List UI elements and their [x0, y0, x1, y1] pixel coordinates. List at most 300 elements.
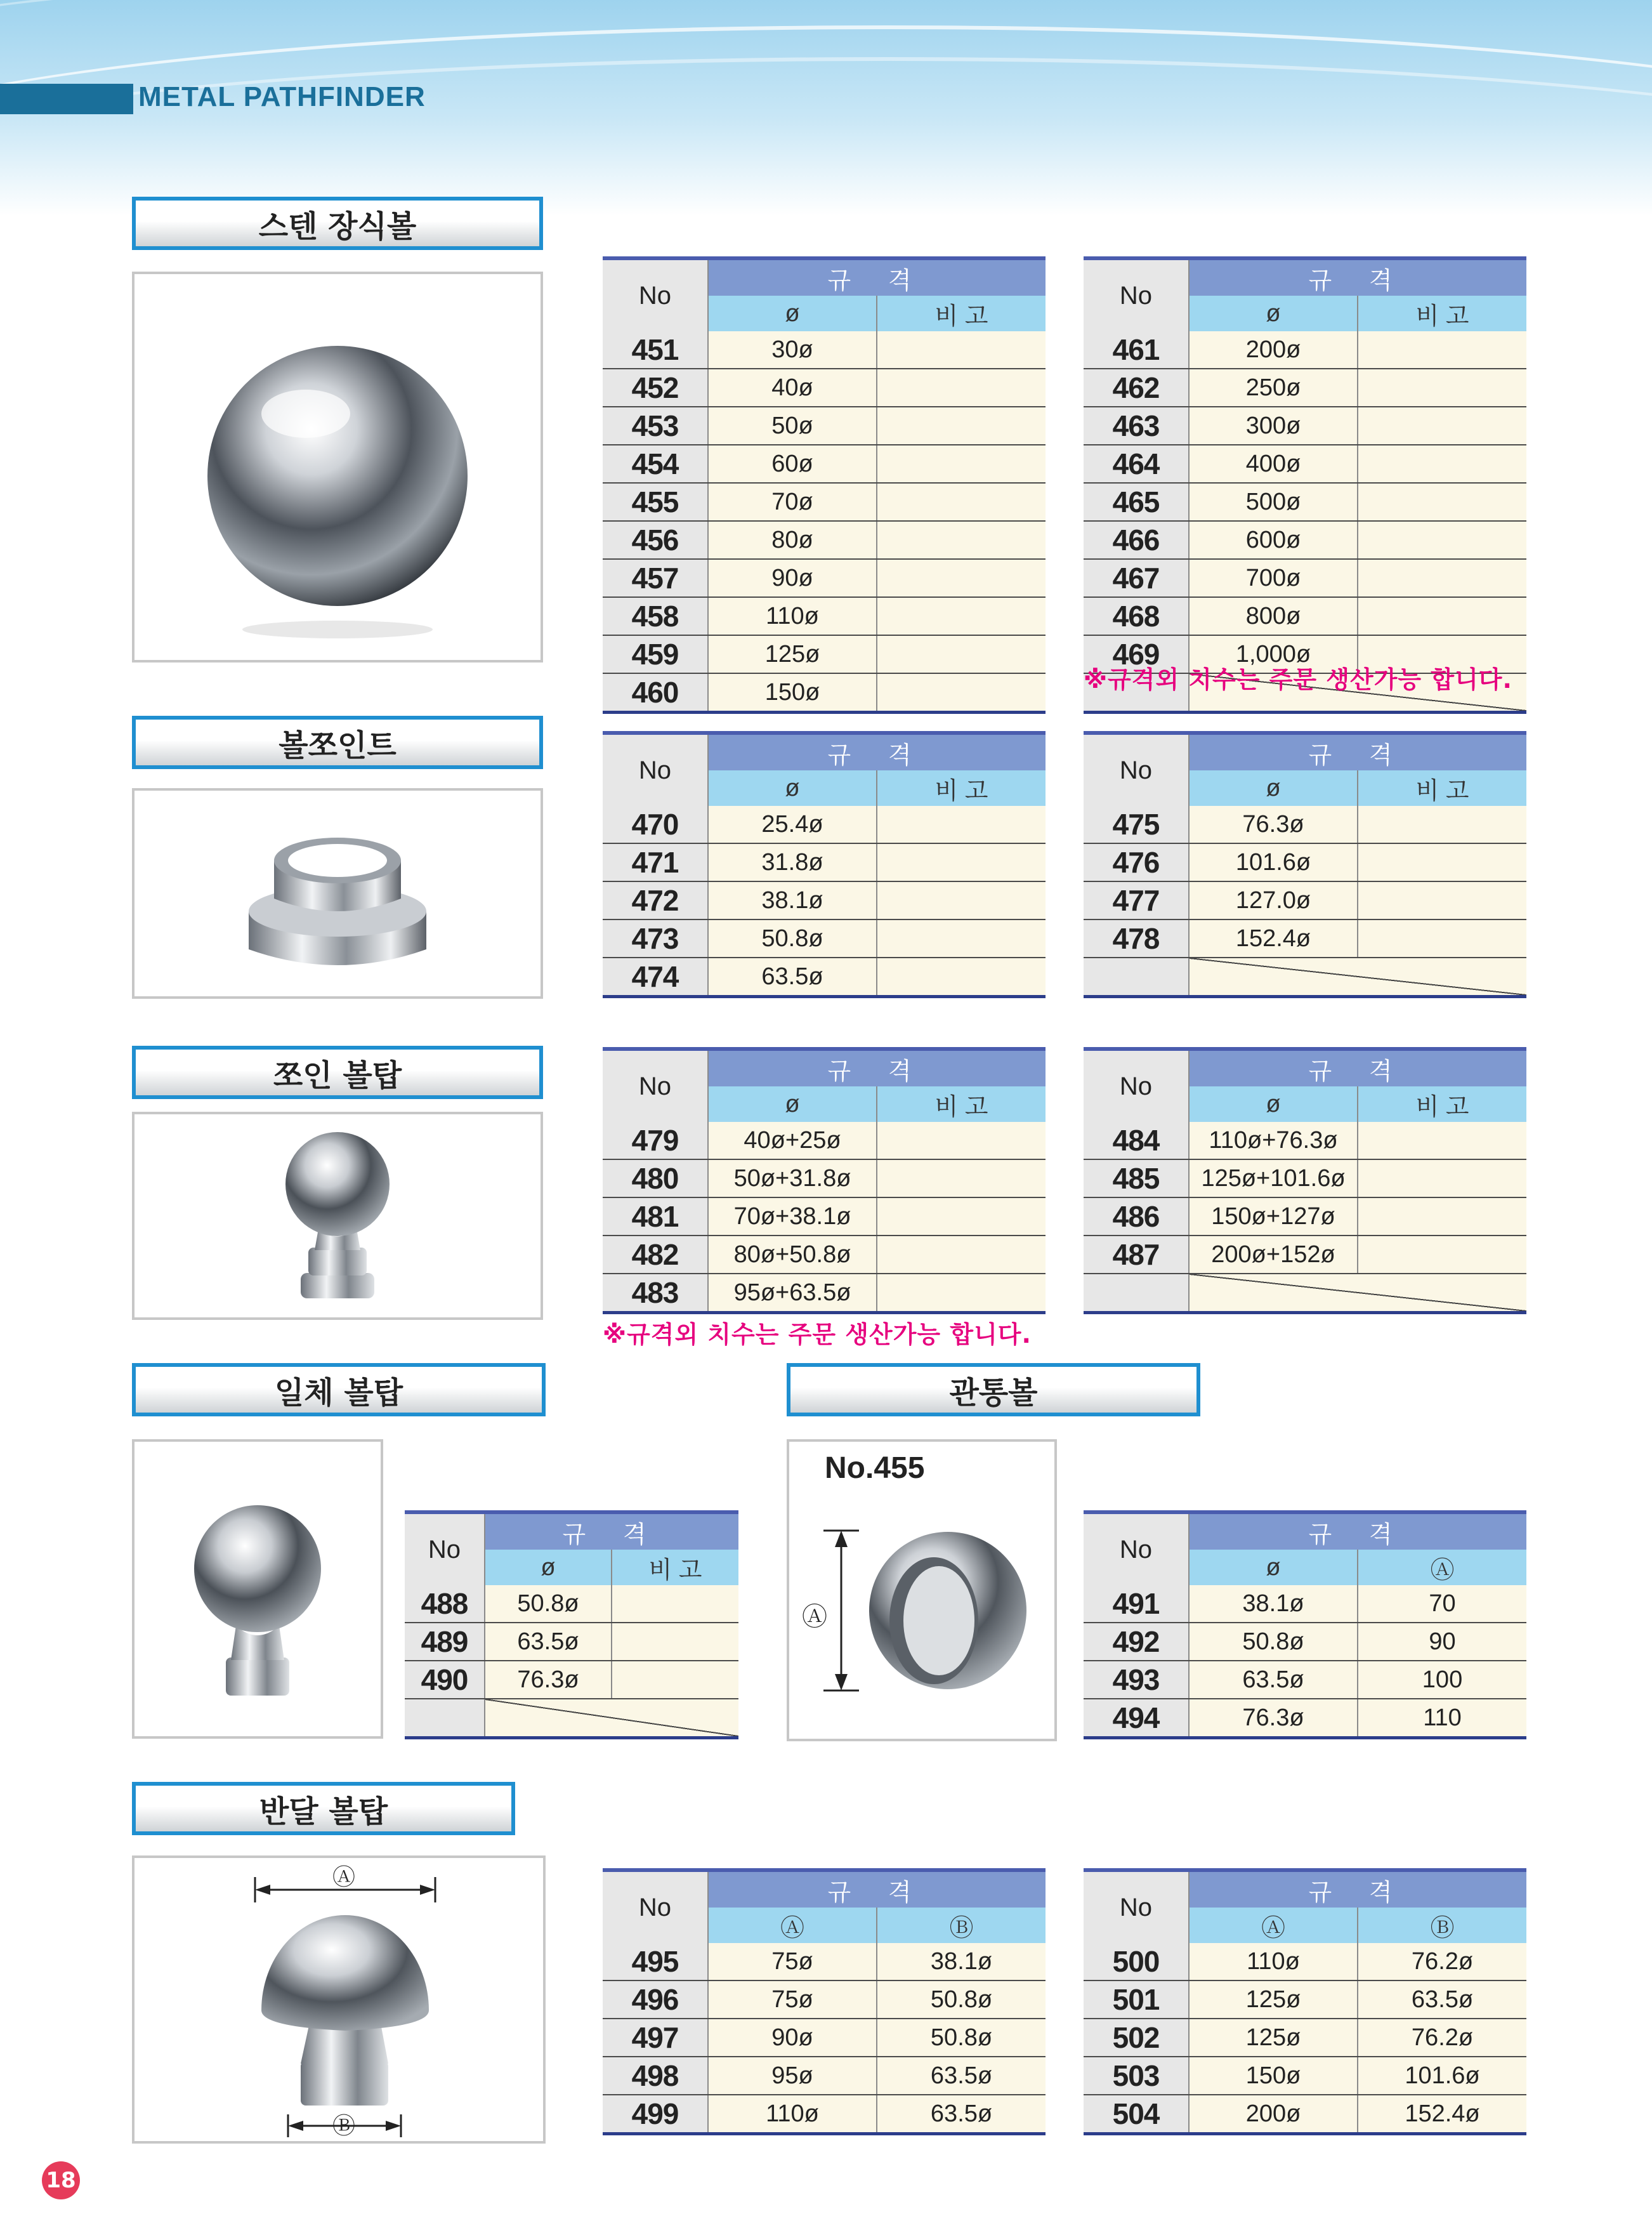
remarks-value — [1358, 597, 1526, 635]
table-row — [1084, 1699, 1526, 1738]
diameter-value: 80ø+50.8ø — [708, 1236, 877, 1274]
remarks-value — [877, 881, 1046, 919]
table-row — [1084, 1623, 1526, 1661]
dimension-a-value: 90 — [1358, 1623, 1526, 1661]
diameter-value: 101.6ø — [1189, 843, 1358, 881]
remarks-value — [1358, 1122, 1526, 1159]
item-number: 472 — [603, 881, 708, 919]
remarks-value — [877, 407, 1046, 445]
table-row — [1084, 1943, 1526, 1980]
table-row — [1084, 331, 1526, 369]
remarks-value — [877, 445, 1046, 483]
table-row — [603, 881, 1046, 919]
remarks-value — [877, 1197, 1046, 1236]
table-row — [603, 1980, 1046, 2019]
diameter-value: 500ø — [1189, 483, 1358, 521]
item-number: 453 — [603, 407, 708, 445]
item-number: 495 — [603, 1943, 708, 1980]
item-number: 503 — [1084, 2057, 1189, 2095]
table-row — [1084, 2095, 1526, 2134]
table-row — [603, 673, 1046, 713]
column-header-dimension-b: Ⓑ — [1358, 1908, 1526, 1943]
diameter-value: 110ø+76.3ø — [1189, 1122, 1358, 1159]
table-row — [603, 635, 1046, 673]
column-header-no: No — [603, 1870, 708, 1943]
through-ball-image — [789, 1442, 1054, 1739]
column-header-spec: 규 격 — [1189, 1512, 1526, 1550]
diameter-value: 63.5ø — [708, 958, 877, 997]
item-number: 475 — [1084, 806, 1189, 843]
custom-size-note: ※규격외 치수는 주문 생산가능 합니다. — [603, 1321, 1032, 1348]
item-number: 485 — [1084, 1159, 1189, 1197]
table-row — [603, 1197, 1046, 1236]
remarks-value — [1358, 521, 1526, 559]
column-header-remarks: 비 고 — [877, 770, 1046, 806]
remarks-value — [877, 843, 1046, 881]
column-header-spec: 규 격 — [708, 1049, 1046, 1086]
column-header-remarks: 비 고 — [877, 1086, 1046, 1122]
table-row — [603, 559, 1046, 597]
column-header-diameter: ø — [1189, 770, 1358, 806]
column-header-dimension-a: Ⓐ — [1189, 1908, 1358, 1943]
table-row — [603, 2019, 1046, 2057]
diameter-value: 40ø — [708, 369, 877, 407]
half-moon-ball-top-image — [134, 1858, 543, 2141]
remarks-value — [1358, 881, 1526, 919]
table-row — [603, 806, 1046, 843]
remarks-value — [877, 1159, 1046, 1197]
item-number: 488 — [405, 1585, 485, 1623]
remarks-value — [612, 1661, 738, 1699]
diameter-value: 76.3ø — [1189, 806, 1358, 843]
table-row — [405, 1699, 738, 1738]
remarks-value — [877, 483, 1046, 521]
diameter-value: 38.1ø — [708, 881, 877, 919]
dimension-b-value: 63.5ø — [1358, 1980, 1526, 2019]
dimension-b-value: 50.8ø — [877, 1980, 1046, 2019]
item-number: 486 — [1084, 1197, 1189, 1236]
table-row — [603, 2095, 1046, 2134]
section-title: 볼쪼인트 — [132, 716, 543, 769]
item-number: 455 — [603, 483, 708, 521]
remarks-value — [877, 1274, 1046, 1313]
column-header-diameter: ø — [708, 1086, 877, 1122]
remarks-value — [877, 958, 1046, 997]
table-row — [1084, 1236, 1526, 1274]
diameter-value: 63.5ø — [485, 1623, 612, 1661]
dimension-b-value: 101.6ø — [1358, 2057, 1526, 2095]
diameter-value: 300ø — [1189, 407, 1358, 445]
item-number: 466 — [1084, 521, 1189, 559]
spec-table — [603, 731, 1046, 998]
remarks-value — [877, 369, 1046, 407]
spec-table — [603, 1868, 1046, 2135]
section-title: 쪼인 볼탑 — [132, 1046, 543, 1099]
column-header-diameter: ø — [708, 770, 877, 806]
joint-ball-top-image — [134, 1114, 541, 1317]
diameter-value: 80ø — [708, 521, 877, 559]
column-header-spec: 규 격 — [1189, 1049, 1526, 1086]
remarks-value — [1358, 559, 1526, 597]
diameter-value: 152.4ø — [1189, 919, 1358, 958]
dimension-a-label: Ⓐ — [332, 1864, 356, 1890]
table-row — [1084, 2057, 1526, 2095]
spec-table — [1084, 1510, 1526, 1739]
diameter-value: 63.5ø — [1189, 1661, 1358, 1699]
diameter-value: 150ø — [708, 673, 877, 713]
item-number: 490 — [405, 1661, 485, 1699]
product-photo — [132, 272, 543, 662]
item-number: 476 — [1084, 843, 1189, 881]
item-number: 497 — [603, 2019, 708, 2057]
table-row — [1084, 369, 1526, 407]
table-row — [1084, 1980, 1526, 2019]
table-row — [603, 1159, 1046, 1197]
table-row — [603, 369, 1046, 407]
table-row — [603, 1943, 1046, 1980]
diameter-value: 800ø — [1189, 597, 1358, 635]
dimension-b-value: 50.8ø — [877, 2019, 1046, 2057]
spec-table — [1084, 1868, 1526, 2135]
table-row — [1084, 1122, 1526, 1159]
column-header-diameter: ø — [1189, 1550, 1358, 1585]
remarks-value — [877, 1122, 1046, 1159]
diameter-value: 1,000ø — [1189, 635, 1358, 673]
diameter-value: 700ø — [1189, 559, 1358, 597]
diameter-value: 90ø — [708, 559, 877, 597]
diameter-value: 250ø — [1189, 369, 1358, 407]
column-header-diameter: ø — [485, 1550, 612, 1585]
item-number: 463 — [1084, 407, 1189, 445]
item-number: 474 — [603, 958, 708, 997]
item-number: 483 — [603, 1274, 708, 1313]
item-number: 478 — [1084, 919, 1189, 958]
remarks-value — [1358, 445, 1526, 483]
column-header-remarks: 비 고 — [1358, 1086, 1526, 1122]
dimension-b-value: 38.1ø — [877, 1943, 1046, 1980]
empty-cell — [405, 1699, 485, 1738]
diameter-value: 40ø+25ø — [708, 1122, 877, 1159]
item-number: 494 — [1084, 1699, 1189, 1738]
item-number: 492 — [1084, 1623, 1189, 1661]
item-number: 452 — [603, 369, 708, 407]
remarks-value — [877, 331, 1046, 369]
dimension-a-value: 90ø — [708, 2019, 877, 2057]
remarks-value — [1358, 331, 1526, 369]
column-header-no: No — [1084, 258, 1189, 331]
diameter-value: 50ø — [708, 407, 877, 445]
column-header-no: No — [603, 258, 708, 331]
diameter-value: 127.0ø — [1189, 881, 1358, 919]
item-number: 470 — [603, 806, 708, 843]
diameter-value: 25.4ø — [708, 806, 877, 843]
item-number: 479 — [603, 1122, 708, 1159]
diameter-value: 125ø — [708, 635, 877, 673]
diameter-value: 76.3ø — [1189, 1699, 1358, 1738]
item-number: 491 — [1084, 1585, 1189, 1623]
table-row — [603, 919, 1046, 958]
item-number: 484 — [1084, 1122, 1189, 1159]
steel-ball-image — [134, 274, 541, 660]
item-number: 460 — [603, 673, 708, 713]
diameter-value: 38.1ø — [1189, 1585, 1358, 1623]
table-row — [1084, 843, 1526, 881]
column-header-remarks: 비 고 — [612, 1550, 738, 1585]
page-number: 18 — [42, 2161, 80, 2199]
item-number: 504 — [1084, 2095, 1189, 2134]
table-row — [603, 597, 1046, 635]
section-title: 스텐 장식볼 — [132, 197, 543, 250]
diameter-value: 70ø — [708, 483, 877, 521]
column-header-spec: 규 격 — [708, 258, 1046, 296]
header-wave — [0, 0, 1652, 156]
dimension-a-value: 110 — [1358, 1699, 1526, 1738]
empty-cell — [1084, 1274, 1189, 1313]
column-header-diameter: ø — [1189, 296, 1358, 331]
diameter-value: 70ø+38.1ø — [708, 1197, 877, 1236]
item-number: 459 — [603, 635, 708, 673]
column-header-no: No — [603, 1049, 708, 1122]
dimension-b-value: 76.2ø — [1358, 2019, 1526, 2057]
dimension-a-value: 110ø — [1189, 1943, 1358, 1980]
empty-cell — [1189, 958, 1526, 997]
table-row — [603, 843, 1046, 881]
diameter-value: 200ø — [1189, 331, 1358, 369]
item-number: 454 — [603, 445, 708, 483]
dimension-a-label: Ⓐ — [802, 1602, 827, 1631]
table-row — [1084, 2019, 1526, 2057]
spec-table — [1084, 256, 1526, 714]
remarks-value — [612, 1585, 738, 1623]
table-row — [1084, 597, 1526, 635]
spec-table — [603, 1047, 1046, 1314]
dimension-a-value: 200ø — [1189, 2095, 1358, 2134]
dimension-b-value: 63.5ø — [877, 2095, 1046, 2134]
table-row — [603, 2057, 1046, 2095]
item-number: 489 — [405, 1623, 485, 1661]
column-header-no: No — [1084, 1049, 1189, 1122]
item-number: 482 — [603, 1236, 708, 1274]
column-header-spec: 규 격 — [1189, 1870, 1526, 1908]
remarks-value — [877, 806, 1046, 843]
item-number: 487 — [1084, 1236, 1189, 1274]
dimension-a-value: 125ø — [1189, 2019, 1358, 2057]
table-row — [603, 1274, 1046, 1313]
remarks-value — [877, 1236, 1046, 1274]
item-number: 468 — [1084, 597, 1189, 635]
table-row — [1084, 559, 1526, 597]
item-number: 451 — [603, 331, 708, 369]
empty-cell — [1084, 958, 1189, 997]
remarks-value — [1358, 483, 1526, 521]
column-header-spec: 규 격 — [708, 1870, 1046, 1908]
table-row — [1084, 806, 1526, 843]
table-row — [603, 1236, 1046, 1274]
custom-size-note: ※규격외 치수는 주문 생산가능 합니다. — [1084, 666, 1512, 694]
table-row — [603, 407, 1046, 445]
item-number: 464 — [1084, 445, 1189, 483]
column-header-spec: 규 격 — [708, 733, 1046, 770]
item-number: 500 — [1084, 1943, 1189, 1980]
table-row — [405, 1623, 738, 1661]
dimension-a-value: 95ø — [708, 2057, 877, 2095]
table-row — [1084, 1661, 1526, 1699]
empty-cell — [485, 1699, 738, 1738]
spec-table — [405, 1510, 738, 1739]
table-row — [603, 445, 1046, 483]
item-number: 456 — [603, 521, 708, 559]
remarks-value — [1358, 919, 1526, 958]
column-header-diameter: ø — [1189, 1086, 1358, 1122]
item-number: 471 — [603, 843, 708, 881]
remarks-value — [1358, 806, 1526, 843]
table-row — [1084, 881, 1526, 919]
column-header-no: No — [603, 733, 708, 806]
product-photo — [132, 1112, 543, 1320]
remarks-value — [877, 521, 1046, 559]
remarks-value — [1358, 1159, 1526, 1197]
item-number: 480 — [603, 1159, 708, 1197]
table-row — [603, 958, 1046, 997]
table-row — [1084, 958, 1526, 997]
remarks-value — [1358, 407, 1526, 445]
product-photo — [132, 1855, 546, 2144]
remarks-value — [877, 559, 1046, 597]
ball-joint-image — [134, 791, 541, 996]
remarks-value — [1358, 369, 1526, 407]
column-header-dimension-a: Ⓐ — [708, 1908, 877, 1943]
dimension-b-value: 76.2ø — [1358, 1943, 1526, 1980]
remarks-value — [877, 635, 1046, 673]
product-photo — [132, 1439, 383, 1739]
table-row — [603, 331, 1046, 369]
diameter-value: 50.8ø — [485, 1585, 612, 1623]
item-number: 467 — [1084, 559, 1189, 597]
diameter-value: 50.8ø — [708, 919, 877, 958]
spec-table — [1084, 1047, 1526, 1314]
diameter-value: 400ø — [1189, 445, 1358, 483]
item-number: 501 — [1084, 1980, 1189, 2019]
remarks-value — [1358, 843, 1526, 881]
remarks-value — [877, 673, 1046, 713]
table-row — [1084, 919, 1526, 958]
brand-bar — [0, 84, 133, 114]
dimension-b-label: Ⓑ — [332, 2113, 356, 2139]
column-header-spec: 규 격 — [485, 1512, 738, 1550]
column-header-no: No — [1084, 1870, 1189, 1943]
diameter-value: 31.8ø — [708, 843, 877, 881]
integral-ball-top-image — [134, 1442, 381, 1736]
dimension-a-value: 100 — [1358, 1661, 1526, 1699]
diameter-value: 76.3ø — [485, 1661, 612, 1699]
remarks-value — [877, 597, 1046, 635]
item-number: 502 — [1084, 2019, 1189, 2057]
section-title: 일체 볼탑 — [132, 1363, 546, 1416]
diameter-value: 200ø+152ø — [1189, 1236, 1358, 1274]
item-number: 496 — [603, 1980, 708, 2019]
item-number: 458 — [603, 597, 708, 635]
item-number: 498 — [603, 2057, 708, 2095]
item-number: 481 — [603, 1197, 708, 1236]
table-row — [1084, 407, 1526, 445]
table-row — [1084, 1197, 1526, 1236]
item-number: 493 — [1084, 1661, 1189, 1699]
brand-title: METAL PATHFINDER — [138, 81, 426, 112]
dimension-b-value: 63.5ø — [877, 2057, 1046, 2095]
remarks-value — [1358, 1197, 1526, 1236]
remarks-value — [612, 1623, 738, 1661]
table-row — [603, 483, 1046, 521]
diameter-value: 50ø+31.8ø — [708, 1159, 877, 1197]
item-number: 457 — [603, 559, 708, 597]
diameter-value: 600ø — [1189, 521, 1358, 559]
section-title: 반달 볼탑 — [132, 1782, 515, 1835]
column-header-diameter: ø — [708, 296, 877, 331]
item-number: 469 — [1084, 635, 1189, 673]
dimension-a-value: 70 — [1358, 1585, 1526, 1623]
column-header-dimension-b: Ⓑ — [877, 1908, 1046, 1943]
item-number: 462 — [1084, 369, 1189, 407]
column-header-remarks: 비 고 — [1358, 770, 1526, 806]
dimension-a-value: 125ø — [1189, 1980, 1358, 2019]
table-row — [1084, 1274, 1526, 1313]
item-number: 465 — [1084, 483, 1189, 521]
column-header-spec: 규 격 — [1189, 258, 1526, 296]
table-row — [1084, 483, 1526, 521]
dimension-a-value: 75ø — [708, 1980, 877, 2019]
column-header-spec: 규 격 — [1189, 733, 1526, 770]
table-row — [1084, 445, 1526, 483]
dimension-b-value: 152.4ø — [1358, 2095, 1526, 2134]
column-header-remarks: 비 고 — [877, 296, 1046, 331]
dimension-a-value: 75ø — [708, 1943, 877, 1980]
column-header-remarks: 비 고 — [1358, 296, 1526, 331]
column-header-no: No — [1084, 733, 1189, 806]
dimension-a-value: 150ø — [1189, 2057, 1358, 2095]
empty-cell — [1189, 1274, 1526, 1313]
remarks-value — [1358, 1236, 1526, 1274]
item-number: 461 — [1084, 331, 1189, 369]
diameter-value: 60ø — [708, 445, 877, 483]
spec-table — [603, 256, 1046, 714]
diameter-value: 150ø+127ø — [1189, 1197, 1358, 1236]
diameter-value: 30ø — [708, 331, 877, 369]
spec-table — [1084, 731, 1526, 998]
item-number: 499 — [603, 2095, 708, 2134]
diameter-value: 50.8ø — [1189, 1623, 1358, 1661]
diameter-value: 95ø+63.5ø — [708, 1274, 877, 1313]
table-row — [1084, 1159, 1526, 1197]
table-row — [405, 1585, 738, 1623]
diameter-value: 125ø+101.6ø — [1189, 1159, 1358, 1197]
table-row — [405, 1661, 738, 1699]
remarks-value — [877, 919, 1046, 958]
table-row — [603, 1122, 1046, 1159]
model-label: No.455 — [825, 1451, 925, 1485]
dimension-a-value: 110ø — [708, 2095, 877, 2134]
item-number: 477 — [1084, 881, 1189, 919]
table-row — [1084, 521, 1526, 559]
column-header-no: No — [405, 1512, 485, 1585]
table-row — [603, 521, 1046, 559]
column-header-dimension-a: Ⓐ — [1358, 1550, 1526, 1585]
diameter-value: 110ø — [708, 597, 877, 635]
column-header-no: No — [1084, 1512, 1189, 1585]
table-row — [1084, 1585, 1526, 1623]
product-photo — [132, 788, 543, 999]
item-number: 473 — [603, 919, 708, 958]
section-title: 관통볼 — [787, 1363, 1200, 1416]
